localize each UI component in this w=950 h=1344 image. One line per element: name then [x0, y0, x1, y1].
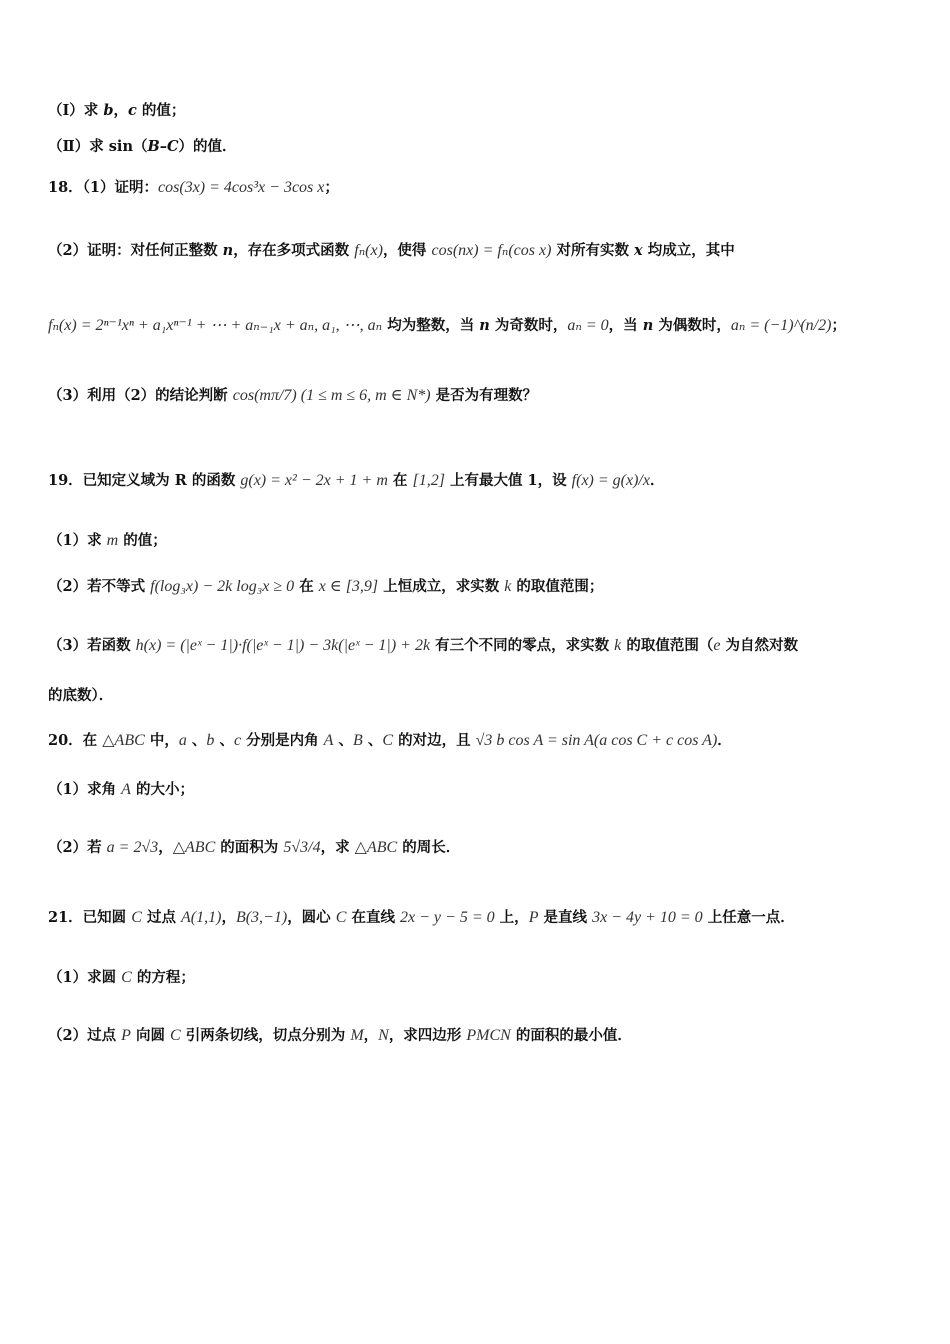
math-expression: x ∈ [3,9]: [318, 578, 379, 595]
text-segment: （3）利用（2）的结论判断: [48, 387, 233, 404]
math-expression: e: [713, 637, 721, 654]
line-12: [48, 733, 732, 749]
text-segment: 的面积的最小值．: [510, 1027, 632, 1044]
text-segment: 是直线: [538, 909, 593, 926]
math-expression: P: [121, 1027, 131, 1044]
text-segment: 是否为有理数？: [430, 387, 538, 404]
math-expression: h(x) = (|eˣ − 1|)·f(|eˣ − 1|) − 3k(|eˣ − 1|) + 2k: [135, 637, 431, 654]
text-segment: ，存在多项式函数: [233, 242, 355, 259]
text-segment: （3）若函数: [48, 637, 136, 654]
text-segment: c: [127, 102, 137, 119]
line-17: [48, 1028, 632, 1044]
line-3: [48, 180, 339, 196]
text-segment: 19．已知定义域为 R 的函数: [48, 472, 241, 489]
line-8: [48, 533, 167, 549]
text-segment: 均成立，其中: [642, 242, 735, 259]
math-expression: cos(mπ/7) (1 ≤ m ≤ 6, m ∈ N*): [232, 387, 431, 404]
text-segment: ．: [717, 732, 732, 749]
text-segment: （1）求角: [48, 781, 122, 798]
math-expression: A(1,1): [181, 909, 222, 926]
math-expression: fₙ(x): [354, 242, 383, 259]
math-expression: C: [121, 969, 132, 986]
text-segment: 21．已知圆: [48, 909, 132, 926]
math-expression: f(x) = g(x)/x: [571, 472, 650, 489]
text-segment: 的大小；: [130, 781, 194, 798]
math-expression: △ABC: [172, 839, 216, 856]
math-expression: C: [170, 1027, 181, 1044]
text-segment: 20．在: [48, 732, 103, 749]
text-segment: （2）若不等式: [48, 578, 151, 595]
math-expression: 3x − 4y + 10 = 0: [592, 909, 703, 926]
math-expression: M: [350, 1027, 364, 1044]
text-segment: ．: [649, 472, 665, 489]
text-segment: ，求四边形: [388, 1027, 467, 1044]
text-segment: ，: [113, 102, 128, 119]
text-segment: ，使得: [382, 242, 432, 259]
line-13: [48, 782, 194, 798]
math-expression: m: [106, 532, 119, 549]
text-segment: 在: [294, 578, 319, 595]
text-segment: ，当: [608, 317, 643, 334]
math-expression: N: [378, 1027, 389, 1044]
text-segment: 的底数）．: [48, 687, 114, 704]
math-expression: f(log₃x) − 2k log₃x ≥ 0: [150, 578, 295, 595]
math-expression: A: [121, 781, 131, 798]
text-segment: 的值；: [118, 532, 167, 549]
text-segment: （Ⅱ）求 sin（: [48, 138, 148, 155]
text-segment: 均为整数，当: [382, 317, 480, 334]
text-segment: 有三个不同的零点，求实数: [430, 637, 615, 654]
math-expression: △ABC: [102, 732, 145, 749]
math-expression: k: [614, 637, 622, 654]
math-expression: B: [353, 732, 363, 749]
text-segment: n: [479, 317, 490, 334]
text-segment: 18．（1）证明：: [48, 179, 159, 196]
line-5: [48, 318, 846, 334]
text-segment: 的值；: [136, 102, 186, 119]
text-segment: 的取值范围（: [621, 637, 714, 654]
math-expression: △ABC: [354, 839, 398, 856]
text-segment: 为自然对数: [720, 637, 798, 654]
line-14: [48, 840, 460, 856]
text-segment: n: [642, 317, 654, 334]
math-expression: P: [528, 909, 539, 926]
math-expression: aₙ = (−1)^(n/2): [730, 317, 832, 334]
math-expression: c: [233, 732, 242, 749]
text-segment: 向圆: [130, 1027, 171, 1044]
text-segment: ；: [831, 317, 846, 334]
text-segment: ，: [363, 1027, 379, 1044]
text-segment: 过点: [141, 909, 182, 926]
math-expression: g(x) = x² − 2x + 1 + m: [240, 472, 388, 489]
text-segment: 的面积为: [215, 839, 284, 856]
text-segment: ；: [324, 179, 339, 196]
text-segment: （1）求圆: [48, 969, 122, 986]
line-11: [48, 689, 113, 704]
math-expression: a: [178, 732, 187, 749]
text-segment: 在直线: [346, 909, 401, 926]
text-segment: 上任意一点．: [702, 909, 795, 926]
line-16: [48, 970, 195, 986]
line-10: [48, 638, 798, 654]
text-segment: 、: [214, 732, 234, 749]
math-expression: cos(3x) = 4cos³x − 3cos x: [158, 179, 325, 196]
line-6: [48, 388, 537, 404]
text-segment: b: [103, 102, 114, 119]
text-segment: 的对边，且: [393, 732, 476, 749]
text-segment: ，: [158, 839, 173, 856]
text-segment: （2）过点: [48, 1027, 122, 1044]
line-2: [48, 140, 237, 155]
math-expression: PMCN: [466, 1027, 511, 1044]
text-segment: n: [222, 242, 234, 259]
text-segment: ）的值．: [178, 138, 237, 155]
math-expression: aₙ = 0: [567, 317, 609, 334]
line-4: [48, 243, 735, 259]
text-segment: 上，: [494, 909, 529, 926]
text-segment: 、: [362, 732, 383, 749]
text-segment: 的周长．: [397, 839, 461, 856]
text-segment: （2）若: [48, 839, 107, 856]
text-segment: 、: [333, 732, 354, 749]
math-expression: b: [206, 732, 215, 749]
text-segment: ，: [221, 909, 236, 926]
line-1: [48, 104, 185, 119]
text-segment: 的取值范围；: [511, 578, 604, 595]
math-expression: B(3,−1): [235, 909, 288, 926]
math-expression: √3 b cos A = sin A(a cos C + c cos A): [475, 732, 718, 749]
text-segment: 在: [387, 472, 413, 489]
text-segment: 的方程；: [131, 969, 195, 986]
math-expression: C: [131, 909, 142, 926]
line-9: [48, 579, 603, 595]
math-expression: a = 2√3: [106, 839, 159, 856]
text-segment: ，求: [320, 839, 355, 856]
text-segment: 引两条切线，切点分别为: [180, 1027, 351, 1044]
line-7: [48, 473, 664, 489]
text-segment: 对所有实数: [551, 242, 635, 259]
math-expression: C: [382, 732, 394, 749]
math-expression: A: [323, 732, 334, 749]
text-segment: ，圆心: [287, 909, 336, 926]
text-segment: 中，: [144, 732, 179, 749]
text-segment: （1）求: [48, 532, 107, 549]
text-segment: x: [634, 242, 643, 259]
text-segment: 上恒成立，求实数: [378, 578, 505, 595]
text-segment: （Ⅰ）求: [48, 102, 104, 119]
math-expression: [1,2]: [412, 472, 445, 489]
math-expression: 2x − y − 5 = 0: [400, 909, 495, 926]
text-segment: 为奇数时，: [489, 317, 568, 334]
text-segment: （2）证明：对任何正整数: [48, 242, 223, 259]
math-expression: C: [335, 909, 347, 926]
text-segment: 上有最大值 1，设: [444, 472, 572, 489]
text-segment: 为偶数时，: [653, 317, 731, 334]
text-segment: 分别是内角: [241, 732, 324, 749]
line-15: [48, 910, 795, 926]
math-expression: 5√3/4: [283, 839, 321, 856]
math-expression: cos(nx) = fₙ(cos x): [431, 242, 552, 259]
text-segment: B–C: [147, 138, 179, 155]
math-expression: fₙ(x) = 2ⁿ⁻¹xⁿ + a₁xⁿ⁻¹ + ⋯ + aₙ₋₁x + aₙ, a₁, ⋯, aₙ: [48, 317, 383, 334]
text-segment: 、: [186, 732, 207, 749]
math-expression: k: [504, 578, 512, 595]
